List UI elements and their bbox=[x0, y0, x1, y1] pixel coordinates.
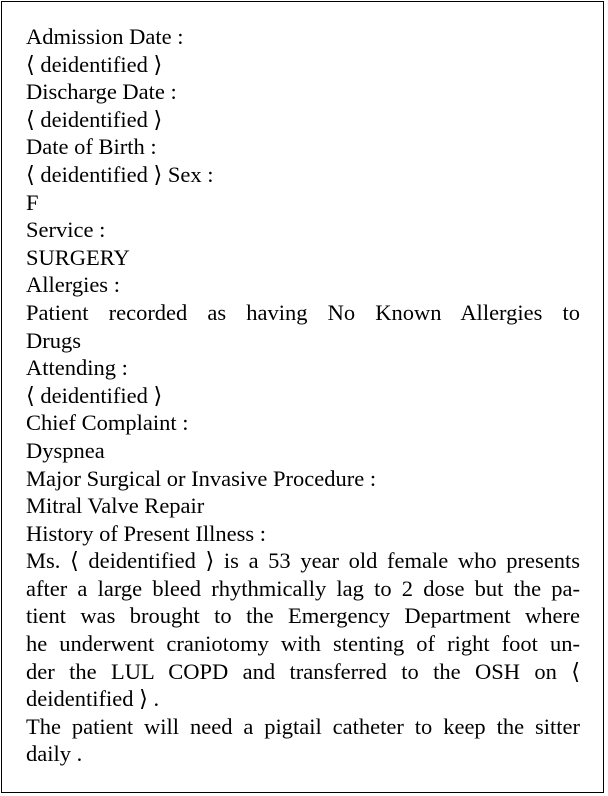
attending-label: Attending : bbox=[26, 355, 128, 381]
attending-value: ⟨ deidentified ⟩ bbox=[26, 382, 163, 408]
hpi-line-2: after a large bleed rhythmically lag to 2 dose but the pa- bbox=[26, 575, 580, 601]
procedure-label: Major Surgical or Invasive Procedure : bbox=[26, 465, 377, 491]
admission-date-value: ⟨ deidentified ⟩ bbox=[26, 51, 163, 77]
chief-complaint-label: Chief Complaint : bbox=[26, 410, 189, 436]
plan-line-1: The patient will need a pigtail catheter to keep the sitter bbox=[26, 713, 580, 739]
discharge-date-label: Discharge Date : bbox=[26, 79, 177, 105]
hpi-line-4: he underwent craniotomy with stenting of right foot un- bbox=[26, 631, 580, 657]
service-value: SURGERY bbox=[26, 244, 130, 270]
discharge-summary-text bbox=[26, 23, 580, 768]
hpi-line-3: tient was brought to the Emergency Department where bbox=[26, 603, 580, 629]
date-of-birth-value-sex-label: ⟨ deidentified ⟩ Sex : bbox=[26, 161, 214, 187]
hpi-line-5: der the LUL COPD and transferred to the OSH on ⟨ bbox=[26, 658, 580, 684]
service-label: Service : bbox=[26, 217, 106, 243]
sex-value: F bbox=[26, 189, 39, 215]
allergies-value-line-2: Drugs bbox=[26, 327, 81, 353]
plan-line-2: daily . bbox=[26, 741, 83, 767]
hpi-line-1: Ms. ⟨ deidentified ⟩ is a 53 year old female who presents bbox=[26, 548, 580, 574]
allergies-label: Allergies : bbox=[26, 272, 120, 298]
chief-complaint-value: Dyspnea bbox=[26, 437, 105, 463]
procedure-value: Mitral Valve Repair bbox=[26, 493, 205, 519]
date-of-birth-label: Date of Birth : bbox=[26, 134, 157, 160]
discharge-date-value: ⟨ deidentified ⟩ bbox=[26, 106, 163, 132]
allergies-value-line-1: Patient recorded as having No Known Allergies to bbox=[26, 299, 580, 325]
hpi-line-6: deidentified ⟩ . bbox=[26, 686, 160, 712]
admission-date-label: Admission Date : bbox=[26, 24, 184, 49]
hpi-label: History of Present Illness : bbox=[26, 520, 266, 546]
